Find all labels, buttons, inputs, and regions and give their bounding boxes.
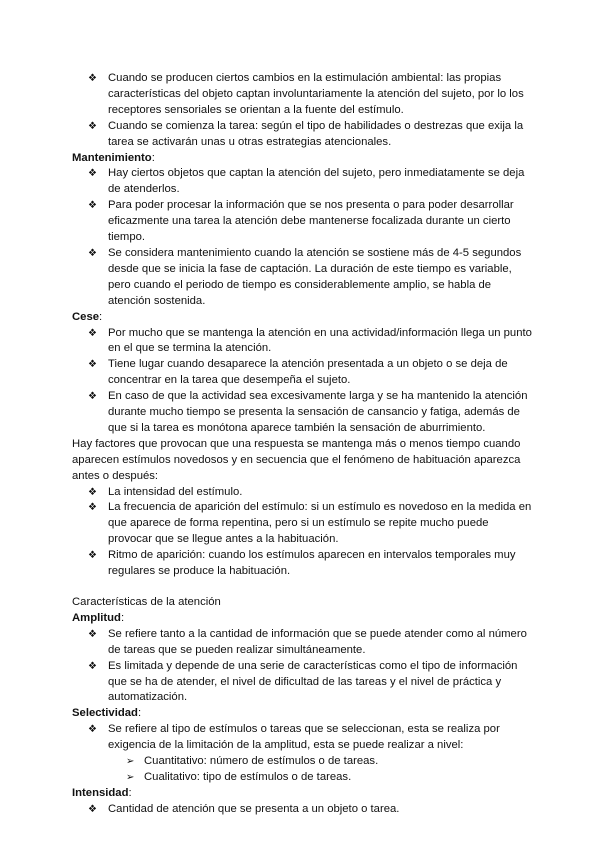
bullet-item <box>72 485 532 501</box>
diamond-bullet-icon: ❖ <box>88 359 97 371</box>
subsection-heading: Selectividad: <box>72 707 142 720</box>
bullet-item <box>72 548 532 580</box>
diamond-bullet-icon: ❖ <box>88 391 97 403</box>
subsection-heading: Amplitud: <box>72 611 125 624</box>
diamond-bullet-icon: ❖ <box>88 168 97 180</box>
section-title: Características de la atención <box>72 596 221 608</box>
bullet-item <box>72 389 532 437</box>
bullet-text: Cuantitativo: número de estímulos o de tareas. <box>144 755 379 768</box>
bullet-text: En caso de que la actividad sea excesivamente larga y se ha mantenido la atención durante mucho tiempo se presenta la sensación de cansancio y fatiga, además de que si la tarea es monótona aparece también la sensación de aburrimiento. <box>108 390 528 434</box>
subsection-heading: Intensidad: <box>72 786 132 799</box>
bullet-text: Ritmo de aparición: cuando los estímulos aparecen en intervalos temporales muy regulares se produce la habituación. <box>108 549 516 578</box>
diamond-bullet-icon: ❖ <box>88 200 97 212</box>
bullet-item <box>72 198 532 246</box>
bullet-item <box>72 722 532 754</box>
bullet-text: Se refiere tanto a la cantidad de información que se puede atender como al número de tareas que se pueden realizar simultáneamente. <box>108 627 527 656</box>
diamond-bullet-icon: ❖ <box>88 628 97 640</box>
bullet-item <box>72 326 532 358</box>
bullet-item <box>72 357 532 389</box>
bullet-text: Para poder procesar la información que se nos presenta o para poder desarrollar eficazmente una tarea la atención debe mantenerse focalizada durante un cierto tiempo. <box>108 199 514 244</box>
bullet-text: Cualitativo: tipo de estímulos o de tareas. <box>144 770 352 783</box>
bullet-text: Se refiere al tipo de estímulos o tareas que se seleccionan, esta se realiza por exigencia de la limitación de la amplitud, esta se puede realizar a nivel: <box>108 723 500 752</box>
diamond-bullet-icon: ❖ <box>88 73 97 84</box>
diamond-bullet-icon: ❖ <box>88 660 97 672</box>
diamond-bullet-icon: ❖ <box>88 486 97 498</box>
bullet-item <box>72 500 532 548</box>
bullet-text: Tiene lugar cuando desaparece la atención presentada a un objeto o se deja de concentrar en la tarea que desempeña el sujeto. <box>108 358 508 387</box>
arrow-bullet-icon: ➢ <box>126 756 135 768</box>
bullet-text: Se considera mantenimiento cuando la atención se sostiene más de 4-5 segundos desde que se inicia la fase de captación. La duración de este tiempo es variable, pero cuando el periodo de tiempo es considerablemente amplio, se habla de atención sostenida. <box>108 246 522 307</box>
subsection-heading: Mantenimiento: <box>72 151 155 164</box>
diamond-bullet-icon: ❖ <box>88 327 97 339</box>
diamond-bullet-icon: ❖ <box>88 550 97 562</box>
paragraph: Hay factores que provocan que una respuesta se mantenga más o menos tiempo cuando aparecen estímulos novedosos y en secuencia que el fenómeno de habituación aparezca antes o después: <box>72 437 521 482</box>
bullet-item <box>72 627 532 659</box>
bullet-text: Es limitada y depende de una serie de características como el tipo de información que se ha de atender, el nivel de dificultad de las tareas y el nivel de práctica y automatización. <box>108 659 518 704</box>
diamond-bullet-icon: ❖ <box>88 120 97 132</box>
bullet-text: La intensidad del estímulo. <box>108 485 243 498</box>
bullet-item <box>72 71 532 119</box>
bullet-text: Hay ciertos objetos que captan la atención del sujeto, pero inmediatamente se deja de atenderlos. <box>108 167 525 196</box>
subsection-heading: Cese: <box>72 310 103 323</box>
diamond-bullet-icon: ❖ <box>88 247 97 259</box>
arrow-bullet-icon: ➢ <box>126 771 135 783</box>
bullet-text: La frecuencia de aparición del estímulo: si un estímulo es novedoso en la medida en que aparece de forma repentina, pero si un estímulo se repite mucho puede provocar que se llegue antes a la habituación. <box>108 501 532 546</box>
bullet-item <box>72 246 532 310</box>
document-body <box>72 71 532 818</box>
heading-text: Mantenimiento <box>72 151 152 164</box>
sub-bullet-item <box>72 754 532 770</box>
sub-bullet-item <box>72 770 532 786</box>
bullet-text: Cuando se comienza la tarea: según el tipo de habilidades o destrezas que exija la tarea se activarán unas u otras estrategias atencionales. <box>108 119 524 148</box>
heading-text: Selectividad <box>72 707 138 720</box>
diamond-bullet-icon: ❖ <box>88 502 97 514</box>
bullet-item <box>72 166 532 198</box>
bullet-item <box>72 119 532 151</box>
diamond-bullet-icon: ❖ <box>88 724 97 736</box>
bullet-text: Por mucho que se mantenga la atención en una actividad/información llega un punto en el que se termina la atención. <box>108 326 532 355</box>
heading-text: Amplitud <box>72 611 121 624</box>
bullet-text: Cuando se producen ciertos cambios en la estimulación ambiental: las propias características del objeto captan involuntariamente la atención del sujeto, por lo los receptores sensoriales se orientan a la fuente del estímulo. <box>108 72 524 116</box>
bullet-item <box>72 802 532 818</box>
bullet-item <box>72 659 532 707</box>
diamond-bullet-icon: ❖ <box>88 803 97 815</box>
heading-text: Intensidad <box>72 786 129 799</box>
heading-text: Cese <box>72 310 100 323</box>
bullet-text: Cantidad de atención que se presenta a un objeto o tarea. <box>108 802 400 815</box>
